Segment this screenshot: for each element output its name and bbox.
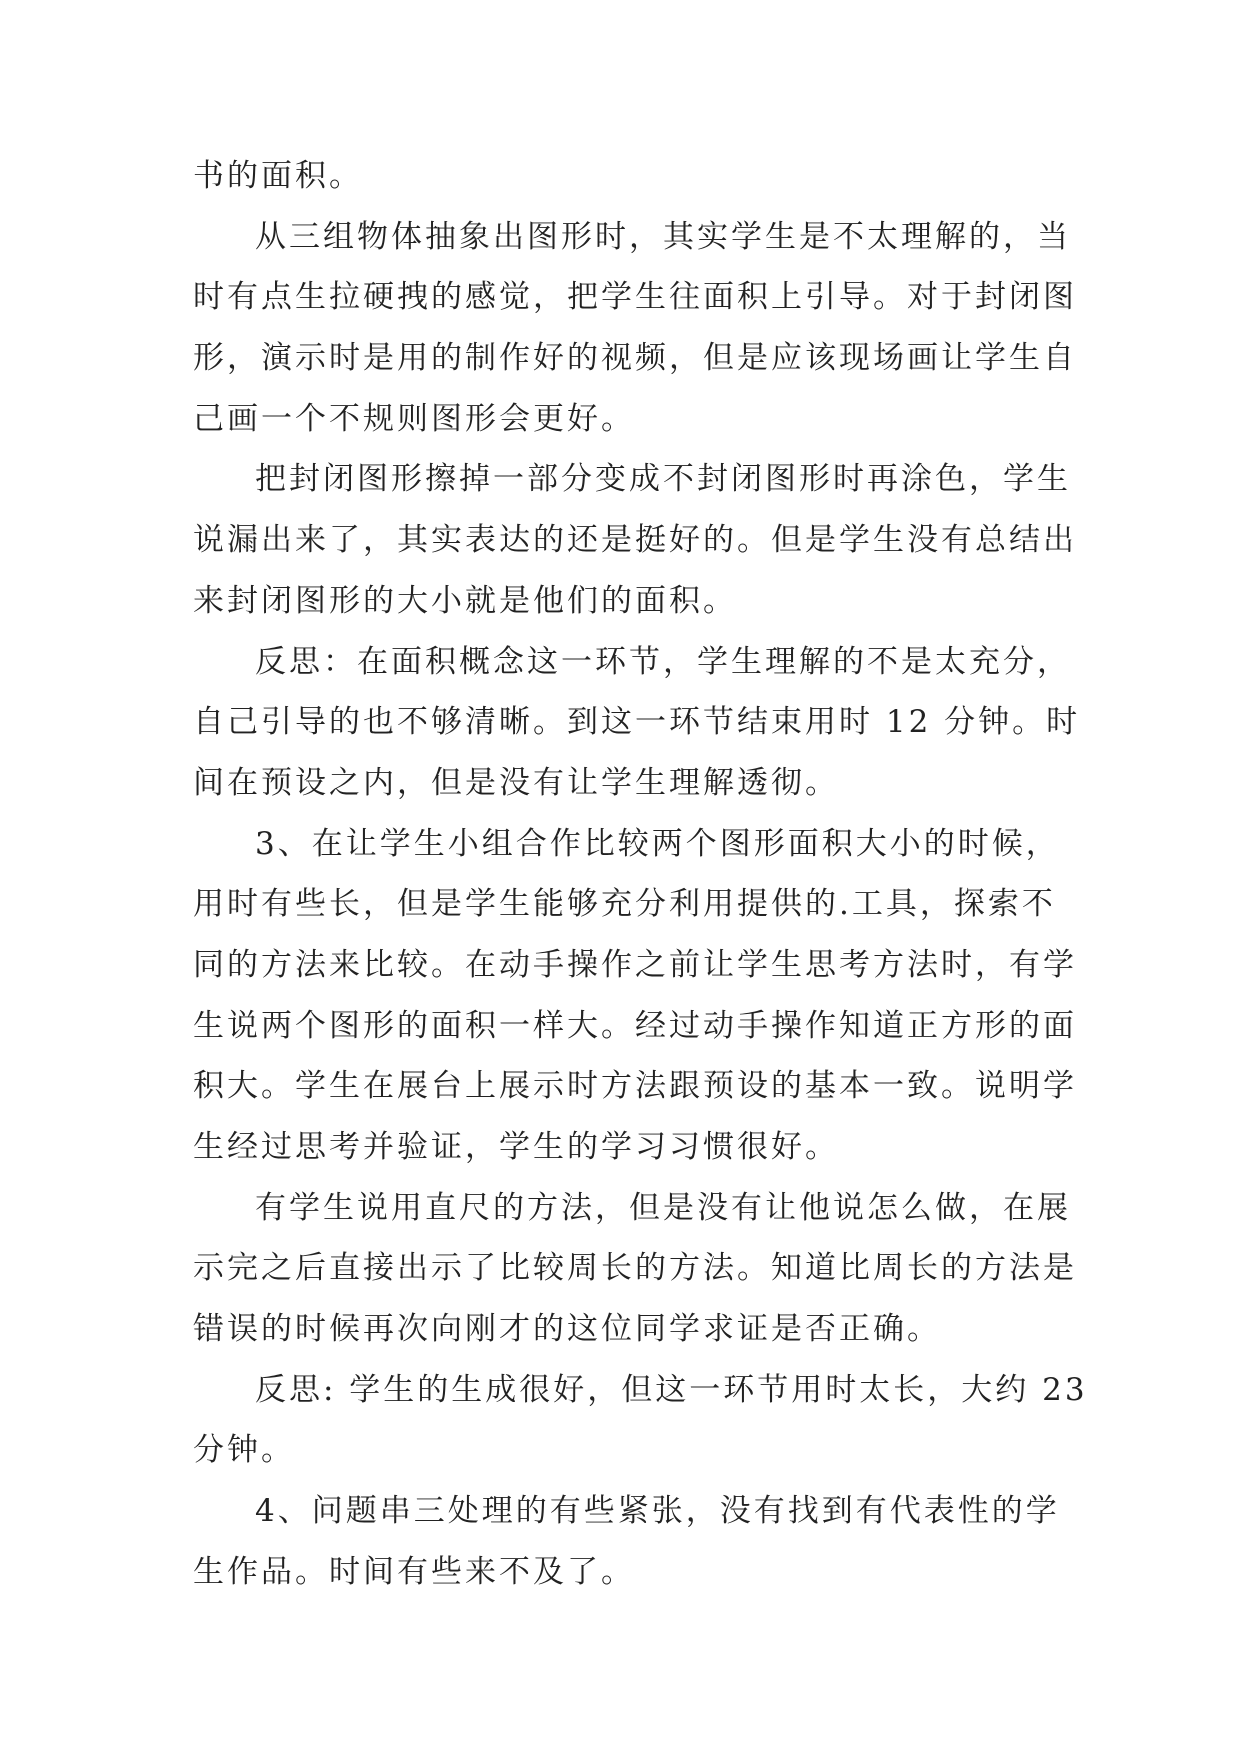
- text-line: 生经过思考并验证，学生的学习习惯很好。: [193, 1129, 839, 1165]
- text-line: 用时有些长，但是学生能够充分利用提供的.工具，探索不: [193, 886, 1056, 923]
- text-line: 生说两个图形的面积一样大。经过动手操作知道正方形的面: [193, 1007, 1077, 1044]
- text-line: 自己引导的也不够清晰。到这一环节结束用时 12 分钟。时: [193, 704, 1081, 741]
- text-line: 把封闭图形擦掉一部分变成不封闭图形时再涂色，学生: [255, 461, 1071, 498]
- text-line: 3、在让学生小组合作比较两个图形面积大小的时候，: [255, 825, 1060, 862]
- text-line: 4、问题串三处理的有些紧张，没有找到有代表性的学: [255, 1493, 1060, 1530]
- text-line: 同的方法来比较。在动手操作之前让学生思考方法时，有学: [193, 946, 1077, 983]
- text-line: 说漏出来了，其实表达的还是挺好的。但是学生没有总结出: [193, 522, 1077, 559]
- text-line: 错误的时候再次向刚才的这位同学求证是否正确。: [193, 1311, 941, 1348]
- text-line: 时有点生拉硬拽的感觉，把学生往面积上引导。对于封闭图: [193, 279, 1077, 316]
- text-line: 来封闭图形的大小就是他们的面积。: [193, 582, 737, 619]
- text-line: 积大。学生在展台上展示时方法跟预设的基本一致。说明学: [193, 1068, 1077, 1105]
- text-line: 间在预设之内，但是没有让学生理解透彻。: [193, 764, 839, 801]
- document-body: [193, 146, 1088, 1603]
- text-line: 生作品。时间有些来不及了。: [193, 1553, 635, 1590]
- text-line: 分钟。: [193, 1432, 295, 1469]
- text-line: 从三组物体抽象出图形时，其实学生是不太理解的，当: [255, 218, 1071, 255]
- text-line: 书的面积。: [193, 158, 363, 194]
- text-line: 示完之后直接出示了比较周长的方法。知道比周长的方法是: [193, 1250, 1077, 1287]
- text-line: 反思: 学生的生成很好，但这一环节用时太长，大约 23: [255, 1371, 1088, 1408]
- text-line: 己画一个不规则图形会更好。: [193, 400, 635, 437]
- text-line: 有学生说用直尺的方法，但是没有让他说怎么做，在展: [255, 1189, 1071, 1226]
- text-line: 反思：在面积概念这一环节，学生理解的不是太充分，: [255, 643, 1071, 680]
- text-line: 形，演示时是用的制作好的视频，但是应该现场画让学生自: [193, 340, 1077, 377]
